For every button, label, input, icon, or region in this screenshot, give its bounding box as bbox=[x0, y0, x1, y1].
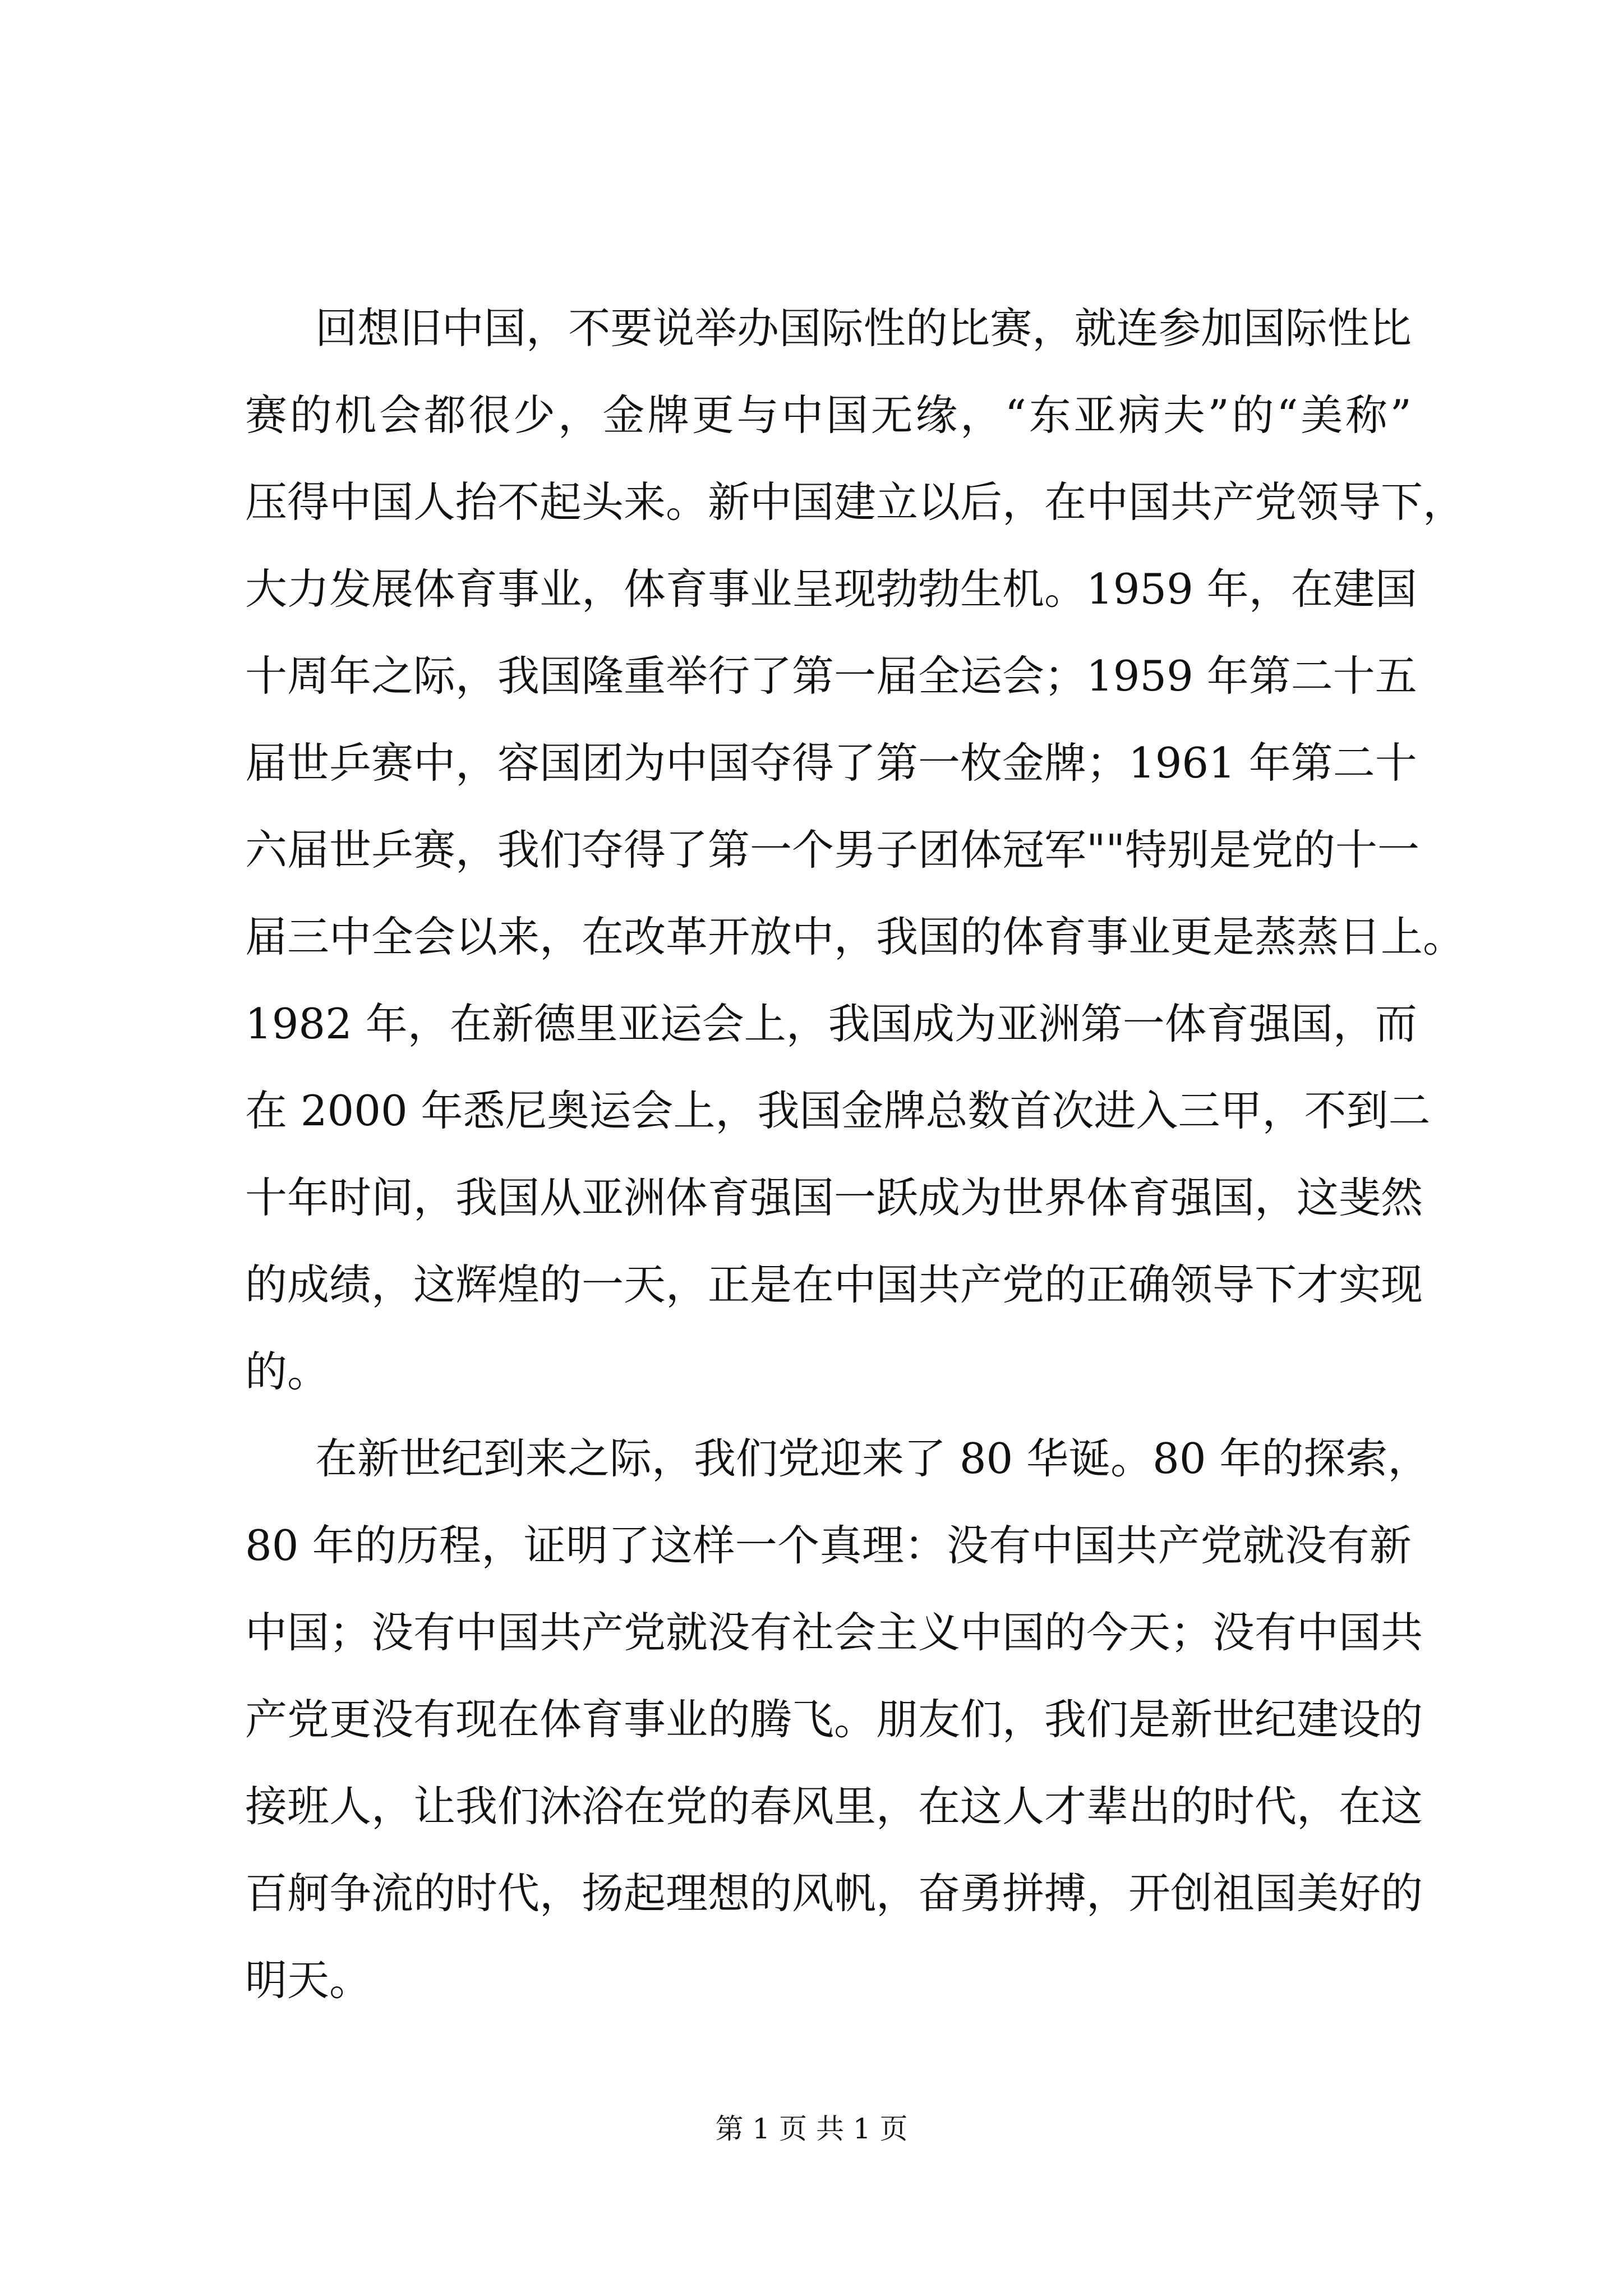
paragraph-line: 十周年之际，我国隆重举行了第一届全运会；1959 年第二十五 bbox=[245, 651, 1417, 701]
paragraph-line: 明天。 bbox=[245, 1955, 372, 2005]
paragraph-line: 赛的机会都很少，金牌更与中国无缘，“东亚病夫”的“美称” bbox=[245, 390, 1412, 440]
paragraph-line: 在 2000 年悉尼奥运会上，我国金牌总数首次进入三甲，不到二 bbox=[245, 1086, 1431, 1135]
paragraph-1 bbox=[245, 285, 1465, 1415]
paragraph-line: 的。 bbox=[245, 1347, 330, 1396]
paragraph-line: 接班人，让我们沐浴在党的春风里，在这人才辈出的时代，在这 bbox=[245, 1782, 1423, 1831]
paragraph-line: 六届世乒赛，我们夺得了第一个男子团体冠军""特别是党的十一 bbox=[245, 825, 1419, 875]
paragraph-line: 届世乒赛中，容国团为中国夺得了第一枚金牌；1961 年第二十 bbox=[245, 738, 1417, 788]
document-body bbox=[245, 285, 1465, 2024]
page-number-label: 第 1 页 共 1 页 bbox=[715, 2113, 908, 2145]
paragraph-line: 1982 年，在新德里亚运会上，我国成为亚洲第一体育强国，而 bbox=[245, 999, 1417, 1048]
paragraph-line: 压得中国人抬不起头来。新中国建立以后，在中国共产党领导下， bbox=[245, 477, 1465, 527]
paragraph-line: 回想旧中国，不要说举办国际性的比赛，就连参加国际性比 bbox=[315, 303, 1412, 353]
paragraph-line: 届三中全会以来，在改革开放中，我国的体育事业更是蒸蒸日上。 bbox=[245, 912, 1465, 961]
paragraph-line: 的成绩，这辉煌的一天，正是在中国共产党的正确领导下才实现 bbox=[245, 1260, 1423, 1309]
paragraph-line: 大力发展体育事业，体育事业呈现勃勃生机。1959 年，在建国 bbox=[245, 564, 1417, 614]
paragraph-line: 中国；没有中国共产党就没有社会主义中国的今天；没有中国共 bbox=[245, 1608, 1423, 1657]
paragraph-2 bbox=[245, 1415, 1430, 2024]
paragraph-line: 产党更没有现在体育事业的腾飞。朋友们，我们是新世纪建设的 bbox=[245, 1695, 1423, 1744]
paragraph-line: 在新世纪到来之际，我们党迎来了 80 华诞。80 年的探索， bbox=[315, 1434, 1430, 1483]
paragraph-line: 80 年的历程，证明了这样一个真理：没有中国共产党就没有新 bbox=[245, 1521, 1412, 1570]
paragraph-line: 百舸争流的时代，扬起理想的风帆，奋勇拼搏，开创祖国美好的 bbox=[245, 1869, 1423, 1918]
page-footer bbox=[0, 2106, 1623, 2147]
paragraph-line: 十年时间，我国从亚洲体育强国一跃成为世界体育强国，这斐然 bbox=[245, 1173, 1423, 1222]
